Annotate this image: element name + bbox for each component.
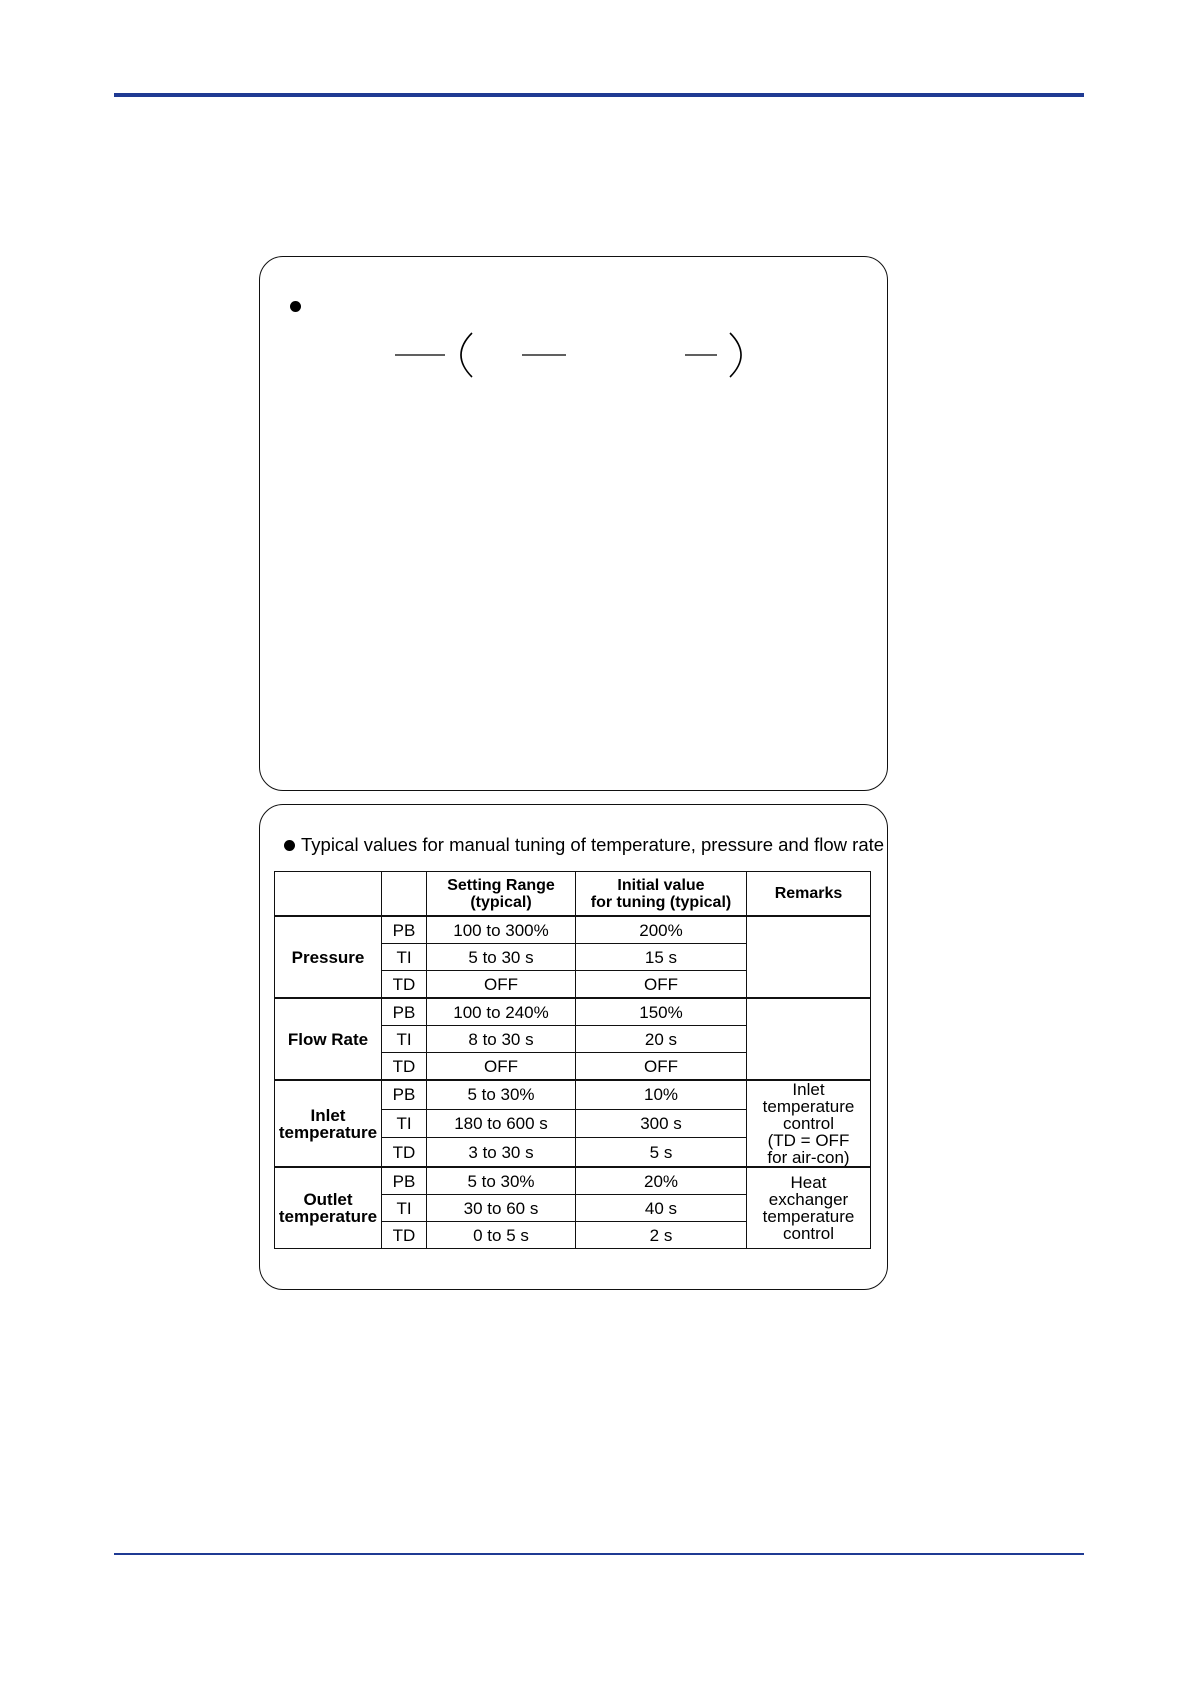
param-cell: TD [382,971,427,999]
group-inlet-temperature: Inlet temperature [275,1080,382,1167]
initial-cell: 20% [576,1167,747,1195]
range-cell: OFF [427,1053,576,1081]
param-cell: TI [382,1195,427,1222]
left-parenthesis [461,333,472,377]
header-setting-range: Setting Range (typical) [427,872,576,917]
param-cell: PB [382,1080,427,1109]
param-cell: TD [382,1053,427,1081]
param-cell: TI [382,1026,427,1053]
footer-rule [114,1553,1084,1555]
header-initial-value: Initial value for tuning (typical) [576,872,747,917]
initial-cell: 10% [576,1080,747,1109]
range-cell: 5 to 30% [427,1080,576,1109]
group-pressure: Pressure [275,916,382,998]
range-cell: OFF [427,971,576,999]
range-cell: 0 to 5 s [427,1222,576,1249]
table-row [275,916,871,944]
range-cell: 3 to 30 s [427,1138,576,1167]
param-cell: TI [382,1109,427,1138]
tuning-values-table [274,871,871,1249]
param-cell: PB [382,916,427,944]
table-row [275,1080,871,1109]
group-outlet-temperature: Outlet temperature [275,1167,382,1249]
bullet-icon [284,840,295,851]
initial-cell: OFF [576,1053,747,1081]
remarks-cell: Inlet temperature control (TD = OFF for air-con) [747,1080,871,1167]
initial-cell: 2 s [576,1222,747,1249]
initial-cell: 150% [576,998,747,1026]
table-row [275,998,871,1026]
header-remarks: Remarks [747,872,871,917]
initial-cell: 5 s [576,1138,747,1167]
param-cell: PB [382,998,427,1026]
range-cell: 100 to 300% [427,916,576,944]
initial-cell: 40 s [576,1195,747,1222]
table-header-row [275,872,871,917]
param-cell: TD [382,1138,427,1167]
range-cell: 8 to 30 s [427,1026,576,1053]
initial-cell: OFF [576,971,747,999]
header-blank [382,872,427,917]
range-cell: 180 to 600 s [427,1109,576,1138]
group-flow-rate: Flow Rate [275,998,382,1080]
range-cell: 5 to 30% [427,1167,576,1195]
tuning-table-heading: Typical values for manual tuning of temperature, pressure and flow rate [301,834,885,855]
initial-cell: 300 s [576,1109,747,1138]
remarks-cell [747,916,871,998]
param-cell: TD [382,1222,427,1249]
initial-cell: 15 s [576,944,747,971]
range-cell: 30 to 60 s [427,1195,576,1222]
param-cell: PB [382,1167,427,1195]
header-rule [114,93,1084,97]
range-cell: 100 to 240% [427,998,576,1026]
param-cell: TI [382,944,427,971]
initial-cell: 200% [576,916,747,944]
initial-cell: 20 s [576,1026,747,1053]
remarks-cell [747,998,871,1080]
range-cell: 5 to 30 s [427,944,576,971]
right-parenthesis [730,333,741,377]
table-row [275,1167,871,1195]
pid-formula-graphic [390,330,760,380]
remarks-cell: Heat exchanger temperature control [747,1167,871,1249]
bullet-icon [290,301,301,312]
header-blank [275,872,382,917]
